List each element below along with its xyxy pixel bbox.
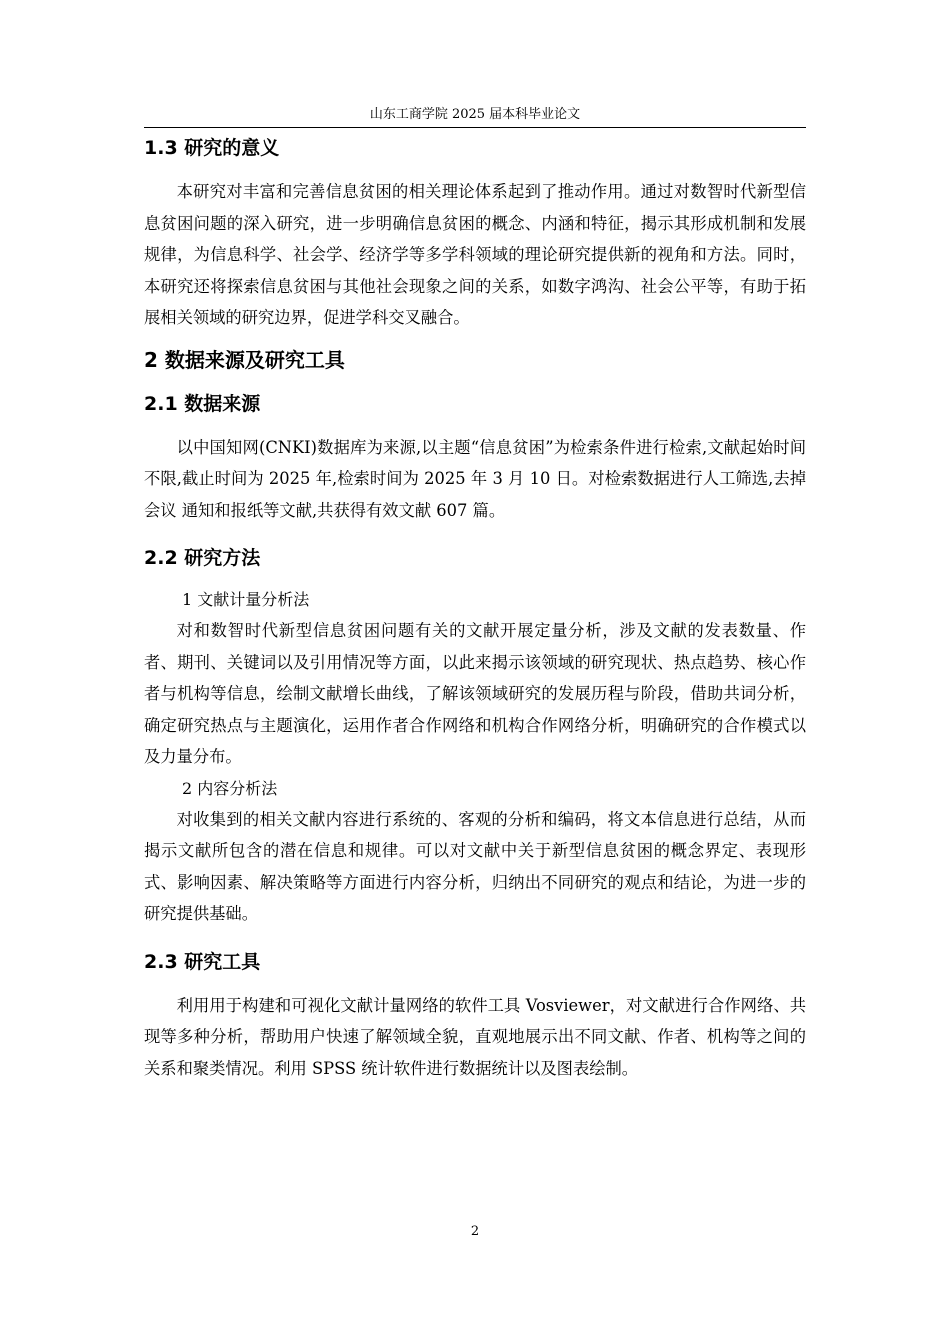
section-1-3-paragraph: 本研究对丰富和完善信息贫困的相关理论体系起到了推动作用。通过对数智时代新型信息贫困问题的深入研究，进一步明确信息贫困的概念、内涵和特征，揭示其形成机制和发展规律，为信息科学、社会学、经济学等多学科领域的理论研究提供新的视角和方法。同时，本研究还将探索信息贫困与其他社会现象之间的关系，如数字鸿沟、社会公平等，有助于拓展相关领域的研究边界，促进学科交叉融合。 [144,182,806,327]
section-heading-1-3: 1.3 研究的意义 [144,137,280,159]
page-header: 山东工商学院 2025 届本科毕业论文 [144,106,806,128]
section-2-1-paragraph: 以中国知网(CNKI)数据库为来源,以主题“信息贫困”为检索条件进行检索,文献起始时间不限,截止时间为 2025 年,检索时间为 2025 年 3 月 10 日。对检索数据进行人工筛选,去掉会议 通知和报纸等文献,共获得有效文献 607 篇。 [144,437,806,520]
method-2-paragraph: 对收集到的相关文献内容进行系统的、客观的分析和编码，将文本信息进行总结，从而揭示文献所包含的潜在信息和规律。可以对文献中关于新型信息贫困的概念界定、表现形式、影响因素、解决策略等方面进行内容分析，归纳出不同研究的观点和结论，为进一步的研究提供基础。 [144,809,806,923]
method-1-title: 1 文献计量分析法 [182,590,310,609]
method-1-paragraph: 对和数智时代新型信息贫困问题有关的文献开展定量分析，涉及文献的发表数量、作者、期刊、关键词以及引用情况等方面，以此来揭示该领域的研究现状、热点趋势、核心作者与机构等信息，绘制文献增长曲线，了解该领域研究的发展历程与阶段，借助共词分析，确定研究热点与主题演化，运用作者合作网络和机构合作网络分析，明确研究的合作模式以及力量分布。 [144,621,806,766]
section-heading-2-2: 2.2 研究方法 [144,547,261,569]
section-heading-2-3: 2.3 研究工具 [144,950,261,973]
section-heading-2-1: 2.1 数据来源 [144,392,261,415]
page-content [144,134,806,1084]
method-2-title: 2 内容分析法 [182,778,278,798]
section-2-3-paragraph: 利用用于构建和可视化文献计量网络的软件工具 Vosviewer，对文献进行合作网络、共现等多种分析，帮助用户快速了解领域全貌，直观地展示出不同文献、作者、机构等之间的关系和聚类情况。利用 SPSS 统计软件进行数据统计以及图表绘制。 [144,995,806,1078]
section-heading-2: 2 数据来源及研究工具 [144,347,345,372]
page-number: 2 [470,1224,480,1239]
